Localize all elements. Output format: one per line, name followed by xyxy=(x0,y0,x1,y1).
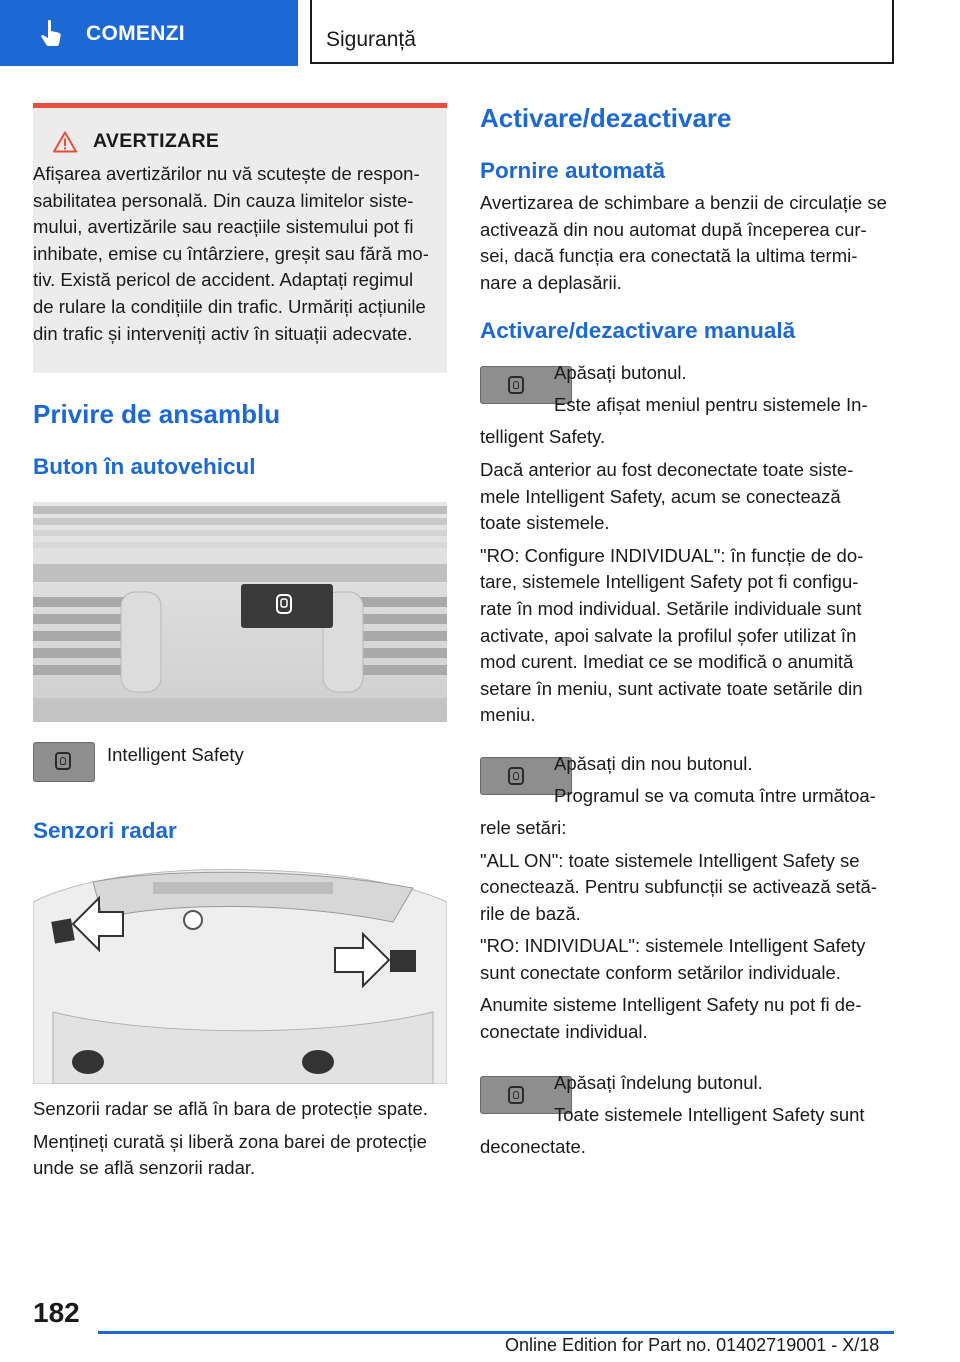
step-text: deconectate. xyxy=(480,1135,586,1157)
warning-line: sabilitatea personală. Din cauza limitelor siste- xyxy=(33,189,414,211)
warning-line: inhibate, emise cu întârziere, greșit sau fără mo- xyxy=(33,242,429,264)
chapter-tab-label: COMENZI xyxy=(86,22,185,45)
warning-box xyxy=(33,103,447,373)
auto-text-line: activează din nou automat după începerea cur- xyxy=(480,218,867,240)
step-text: Este afișat meniul pentru sistemele In- xyxy=(554,394,868,416)
paragraph-line: conectează. Pentru subfuncții se activează setă- xyxy=(480,876,877,898)
step-text: Apăsați îndelung butonul. xyxy=(554,1071,763,1093)
radar-text-line: Senzorii radar se află în bara de protecție spate. xyxy=(33,1098,428,1120)
intelligent-safety-label: Intelligent Safety xyxy=(107,744,244,766)
step-text: telligent Safety. xyxy=(480,426,606,448)
paragraph-line: "ALL ON": toate sistemele Intelligent Safety se xyxy=(480,849,860,871)
footer-divider xyxy=(98,1331,894,1334)
radar-sensors-heading: Senzori radar xyxy=(33,818,177,844)
warning-line: din trafic și interveniți activ în situații adecvate. xyxy=(33,322,413,344)
warning-line: de rulare la condițiile din trafic. Urmăriți acțiunile xyxy=(33,295,426,317)
step-press-long xyxy=(480,1070,898,1134)
auto-text-line: sei, dacă funcția era conectată la ultima termi- xyxy=(480,245,858,267)
warning-line: mului, avertizările sau reacțiile sistemului pot fi xyxy=(33,216,414,238)
paragraph-line: rate în mod individual. Setările individuale sunt xyxy=(480,597,862,619)
hand-pointer-icon xyxy=(36,18,66,48)
step-press-button xyxy=(480,360,898,424)
paragraph-line: Dacă anterior au fost deconectate toate siste- xyxy=(480,458,854,480)
paragraph-line: toate sistemele. xyxy=(480,512,610,534)
chapter-tab[interactable] xyxy=(0,0,298,66)
paragraph-line: tare, sistemele Intelligent Safety pot fi configu- xyxy=(480,571,859,593)
paragraph-line: mele Intelligent Safety, acum se conectează xyxy=(480,485,841,507)
paragraph-line: "RO: Configure INDIVIDUAL": în funcție de do- xyxy=(480,544,864,566)
left-column xyxy=(33,103,447,1182)
paragraph-line: mod curent. Imediat ce se modifică o anumită xyxy=(480,651,854,673)
paragraph-line: Anumite sisteme Intelligent Safety nu pot fi de- xyxy=(480,994,862,1016)
warning-triangle-icon xyxy=(53,131,77,153)
edition-note: Online Edition for Part no. 01402719001 - X/18 xyxy=(505,1335,880,1355)
step-press-again xyxy=(480,751,898,815)
warning-line: tiv. Există pericol de accident. Adaptați regimul xyxy=(33,269,414,291)
intelligent-safety-button[interactable] xyxy=(33,742,95,782)
step-text: Toate sistemele Intelligent Safety sunt xyxy=(554,1103,865,1125)
warning-title: AVERTIZARE xyxy=(93,130,220,152)
step-text: Programul se va comuta între următoa- xyxy=(554,784,876,806)
step-text: rele setări: xyxy=(480,816,567,838)
auto-text-line: Avertizarea de schimbare a benzii de circulație se xyxy=(480,192,887,213)
page-number: 182 xyxy=(33,1297,80,1328)
paragraph-line: conectate individual. xyxy=(480,1021,648,1043)
section-title: Siguranță xyxy=(326,28,416,51)
auto-text-line: nare a deplasării. xyxy=(480,271,622,293)
paragraph-line: "RO: INDIVIDUAL": sistemele Intelligent Safety xyxy=(480,935,866,957)
activation-heading: Activare/dezactivare xyxy=(480,103,732,133)
section-header xyxy=(310,0,894,64)
radar-text-line: unde se află senzorii radar. xyxy=(33,1157,256,1179)
paragraph-line: meniu. xyxy=(480,704,536,726)
paragraph-line: sunt conectate conform setărilor individuale. xyxy=(480,961,841,983)
step-text: Apăsați butonul. xyxy=(554,362,687,384)
overview-heading: Privire de ansamblu xyxy=(33,399,281,430)
car-rear-radar-photo xyxy=(33,862,447,1084)
radar-text-line: Mențineți curată și liberă zona barei de protecție xyxy=(33,1130,427,1152)
step-text: Apăsați din nou butonul. xyxy=(554,752,753,774)
auto-start-heading: Pornire automată xyxy=(480,158,666,183)
paragraph-line: activate, apoi salvate la profilul șofer utilizat în xyxy=(480,624,857,646)
warning-line: Afișarea avertizărilor nu vă scutește de respon- xyxy=(33,163,420,184)
right-column xyxy=(480,103,898,1160)
dashboard-button-photo xyxy=(33,502,447,722)
intelligent-safety-row xyxy=(33,742,447,788)
paragraph-line: rile de bază. xyxy=(480,902,581,924)
paragraph-line: setare în meniu, sunt activate toate setările din xyxy=(480,677,863,699)
button-location-heading: Buton în autovehicul xyxy=(33,454,256,480)
manual-heading: Activare/dezactivare manuală xyxy=(480,318,796,344)
